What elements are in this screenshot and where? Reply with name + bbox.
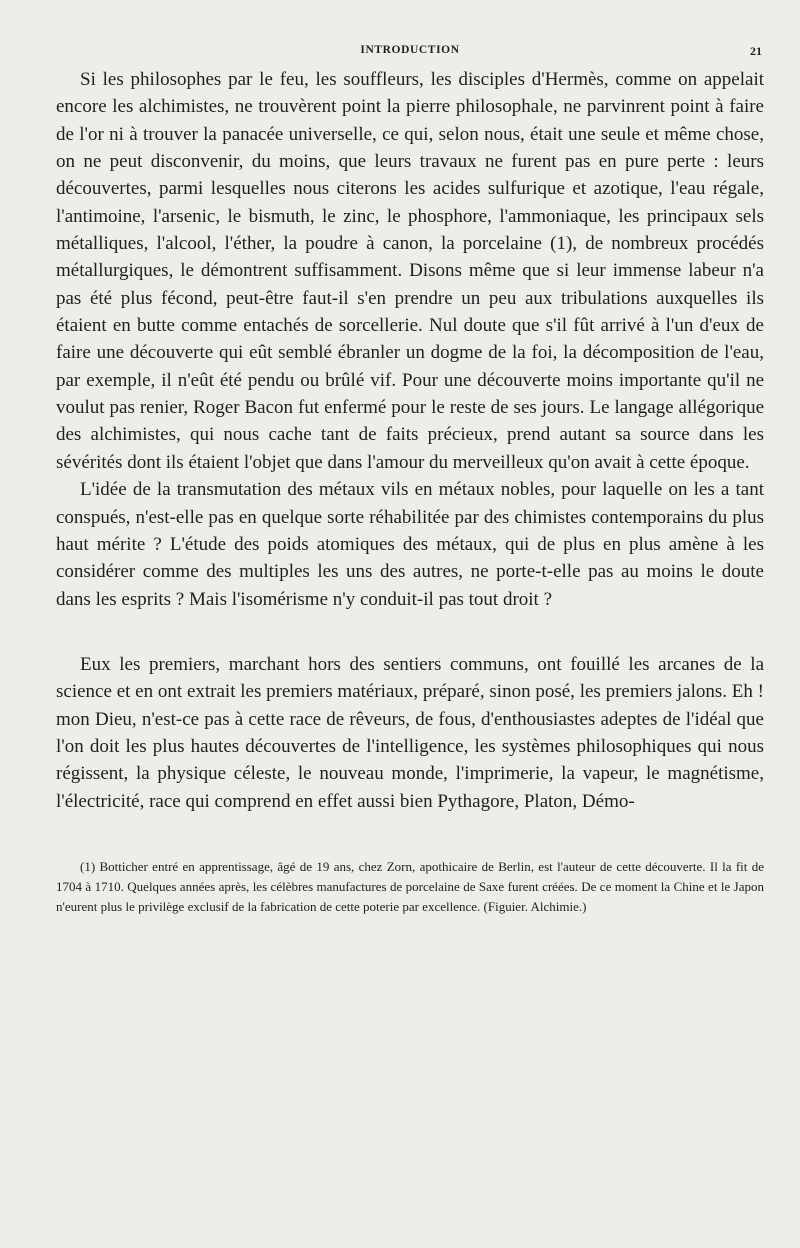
footnote: (1) Botticher entré en apprentissage, âgé de 19 ans, chez Zorn, apothicaire de Berlin, est l'auteur de cette découverte. Il la fit de 1704 à 1710. Quelques années après, les célèbres manufactures de porcelaine de Saxe furent créées. De ce moment la Chine et le Japon n'eurent plus le privilège exclusif de la fabrication de cette poterie par excellence. (Figuier. Alchimie.) (56, 858, 764, 914)
running-title: INTRODUCTION (360, 44, 460, 56)
paragraph-2: L'idée de la transmutation des métaux vils en métaux nobles, pour laquelle on les a tant conspués, n'est-elle pas en quelque sorte réhabilitée par des chimistes contemporains du plus haut mérite ? L'étude des poids atomiques des métaux, qui de plus en plus amène à les considérer comme des multiples les uns des autres, ne porte-t-elle pas au moins le doute dans les esprits ? Mais l'isomérisme n'y conduit-il pas tout droit ? (56, 479, 764, 610)
page-number: 21 (750, 44, 762, 58)
running-head (56, 40, 764, 64)
paragraph-3: Eux les premiers, marchant hors des sentiers communs, ont fouillé les arcanes de la science et en ont extrait les premiers matériaux, préparé, sinon posé, les premiers jalons. Eh ! mon Dieu, n'est-ce pas à cette race de rêveurs, de fous, d'enthousiastes adeptes de l'idéal que l'on doit les plus hautes découvertes de l'intelligence, les systèmes philosophiques qui nous régissent, la physique céleste, le nouveau monde, l'imprimerie, la vapeur, le magnétisme, l'électricité, race qui comprend en effet aussi bien Pythagore, Platon, Démo- (56, 653, 764, 812)
body-text (56, 66, 764, 815)
paragraph-1: Si les philosophes par le feu, les souffleurs, les disciples d'Hermès, comme on appelait encore les alchimistes, ne trouvèrent point la pierre philosophale, ne parvinrent point à faire de l'or ni à trouver la panacée universelle, ce qui, selon nous, était une seule et même chose, on ne peut disconvenir, du moins, que leurs travaux ne furent pas en pure perte : leurs découvertes, parmi lesquelles nous citerons les acides sulfurique et azotique, l'eau régale, l'antimoine, l'arsenic, le bismuth, le zinc, le phosphore, l'ammoniaque, les principaux sels métalliques, l'alcool, l'éther, la poudre à canon, la porcelaine (1), de nombreux procédés métallurgiques, le démontrent suffisamment. Disons même que si leur immense labeur n'a pas été plus fécond, peut-être faut-il s'en prendre un peu aux tribulations auxquelles ils étaient en butte comme entachés de sorcellerie. Nul doute que s'il fût arrivé à l'un d'eux de faire une découverte qui eût semblé ébranler un dogme de la foi, la décomposition de l'eau, par exemple, il n'eût été pendu ou brûlé vif. Pour une découverte moins importante qu'il ne voulut pas renier, Roger Bacon fut enfermé pour le reste de ses jours. Le langage allégorique des alchimistes, qui nous cache tant de faits précieux, prend autant sa source dans les sévérités dont ils étaient l'objet que dans l'amour du merveilleux qu'on avait à cette époque. (56, 69, 764, 473)
